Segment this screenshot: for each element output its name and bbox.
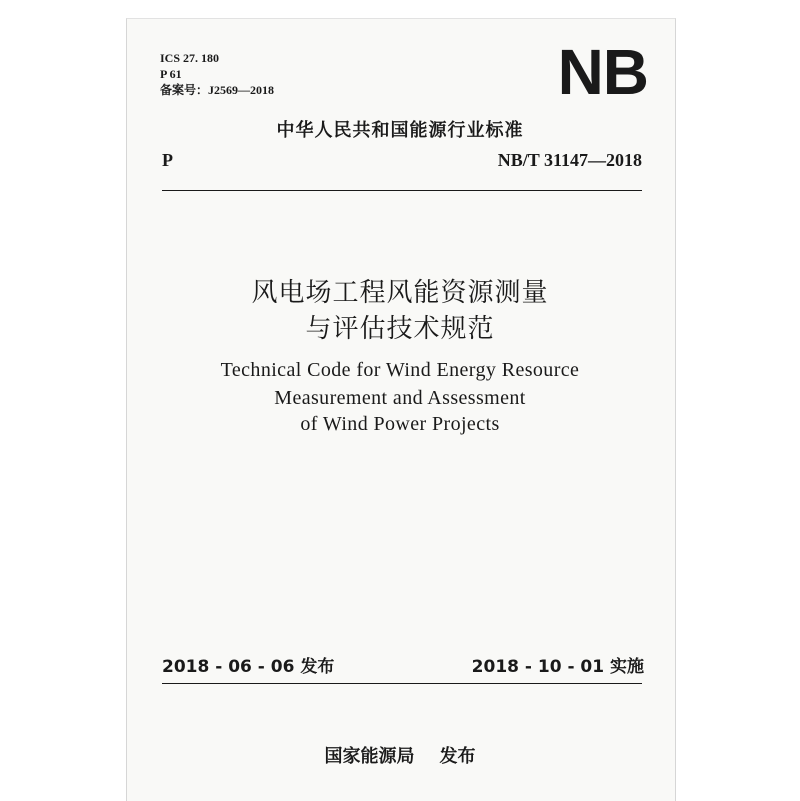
ics-code: ICS 27. 180	[160, 51, 220, 65]
ccs-code: P 61	[160, 67, 182, 81]
bottom-divider	[162, 683, 642, 684]
title-cn-line1: 风电场工程风能资源测量	[251, 278, 549, 308]
title-en-line1: Technical Code for Wind Energy Resource	[220, 359, 580, 381]
classification-code: P	[162, 150, 173, 170]
top-divider	[162, 190, 642, 191]
metadata-block	[160, 50, 274, 98]
publisher-line: 国家能源局 发布	[324, 746, 476, 767]
filing-number: 备案号：J2569—2018	[160, 83, 275, 97]
issue-date: 2018 - 06 - 06 发布	[162, 657, 335, 677]
title-cn-line2: 与评估技术规范	[305, 314, 495, 344]
title-en-line3: of Wind Power Projects	[300, 413, 500, 435]
standard-number: NB/T 31147—2018	[497, 150, 642, 170]
implementation-date: 2018 - 10 - 01 实施	[471, 657, 644, 677]
nb-logo: NB	[557, 36, 648, 108]
standard-name: 中华人民共和国能源行业标准	[276, 120, 524, 141]
title-en-line2: Measurement and Assessment	[274, 387, 526, 409]
